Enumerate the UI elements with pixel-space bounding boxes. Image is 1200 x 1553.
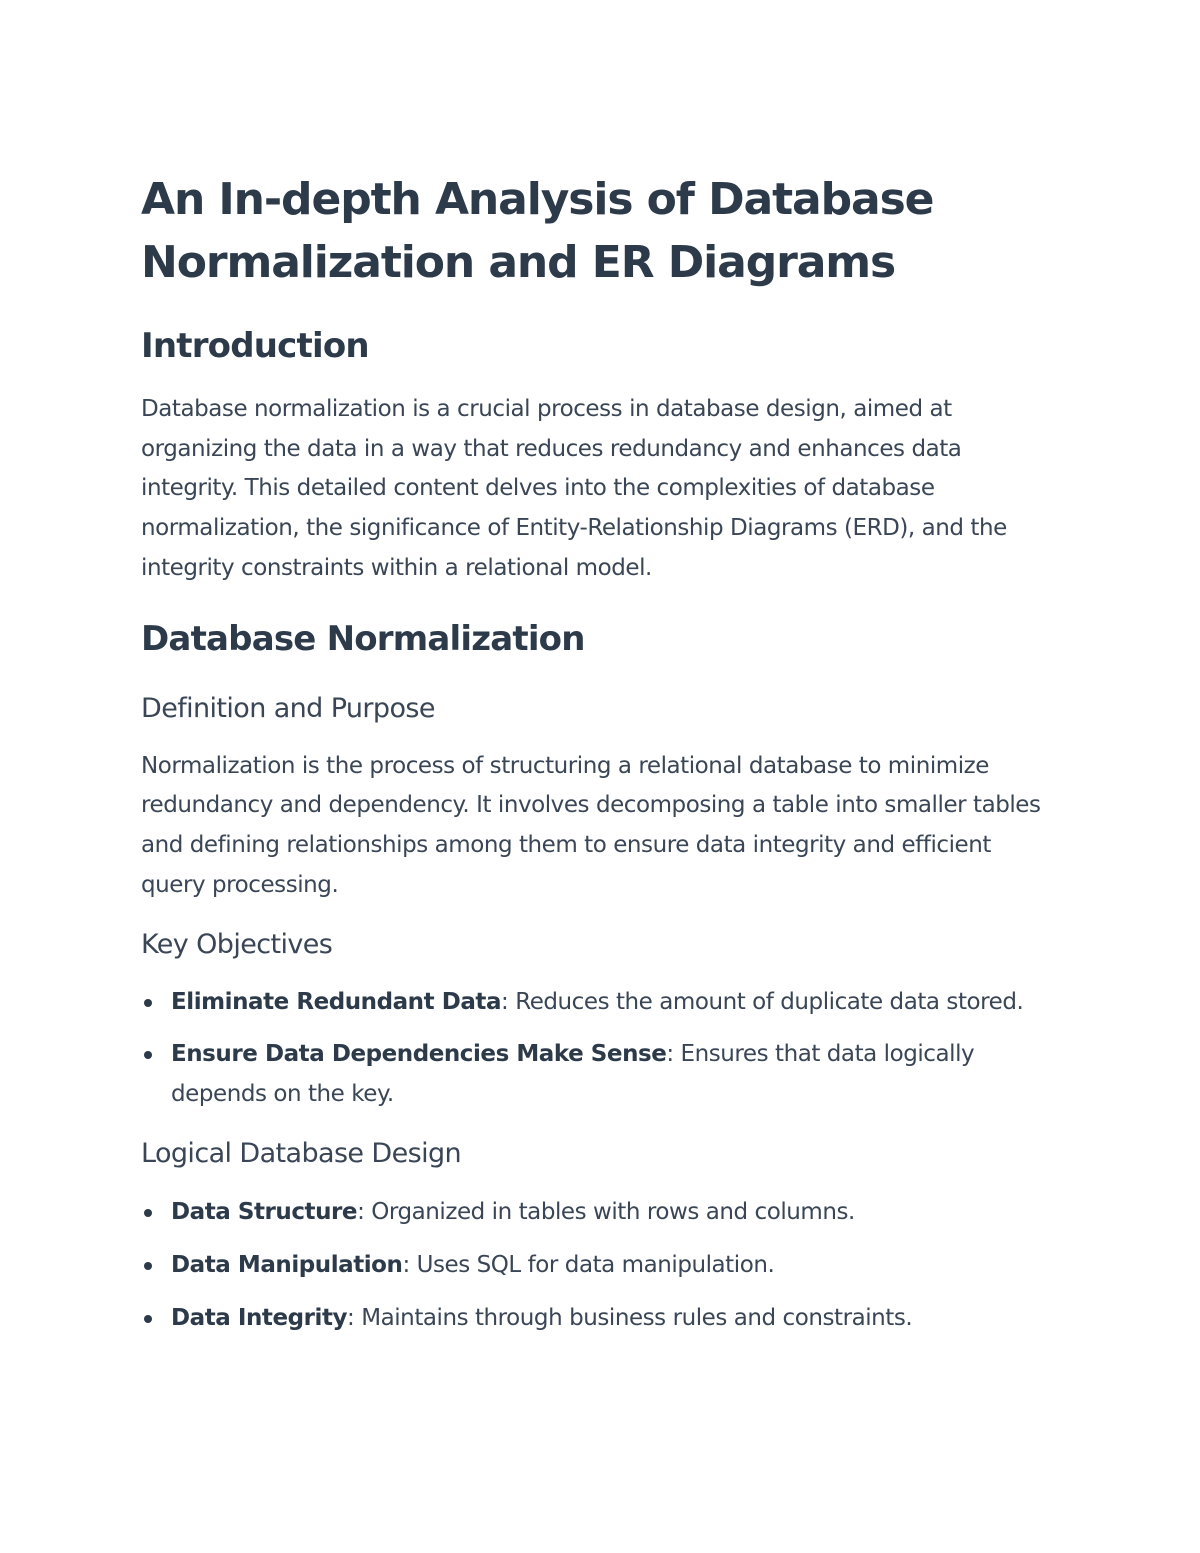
- bullet-text: : Reduces the amount of duplicate data stored.: [501, 989, 1024, 1016]
- bullet-term: Data Structure: [171, 1199, 358, 1226]
- bullet-term: Ensure Data Dependencies Make Sense: [171, 1041, 667, 1068]
- bullet-term: Data Manipulation: [171, 1252, 403, 1279]
- subheading-definition-and-purpose: Definition and Purpose: [141, 692, 435, 724]
- bullet-text: : Maintains through business rules and constraints.: [347, 1304, 913, 1331]
- bullet-text: : Uses SQL for data manipulation.: [402, 1252, 775, 1279]
- introduction-paragraph: Database normalization is a crucial process in database design, aimed at organizing the data in a way that reduces redundancy and enhances data integrity. This detailed content delves into the complexities of database normalization, the significance of Entity-Relationship Diagrams (ERD), and the integrity constraints within a relational model.: [141, 396, 1007, 581]
- bullet-text: : Ensures that data logically depends on the key.: [171, 1041, 975, 1107]
- list-item: [141, 1035, 1061, 1114]
- bullet-term: Eliminate Redundant Data: [171, 989, 502, 1016]
- key-objectives-list: [141, 983, 1061, 1114]
- document-title: An In-depth Analysis of Database Normalization and ER Diagrams: [141, 174, 934, 288]
- list-item: [141, 1246, 1061, 1286]
- definition-paragraph: Normalization is the process of structuring a relational database to minimize redundancy and dependency. It involves decomposing a table into smaller tables and defining relationships among them to ensure data integrity and efficient query processing.: [141, 752, 1041, 898]
- list-item: [141, 983, 1061, 1023]
- list-item: [141, 1299, 1061, 1339]
- bullet-term: Data Integrity: [171, 1304, 348, 1331]
- bullet-text: : Organized in tables with rows and columns.: [357, 1199, 855, 1226]
- logical-design-list: [141, 1193, 1061, 1338]
- section-heading-database-normalization: Database Normalization: [141, 618, 585, 659]
- document-page: [141, 168, 1061, 1339]
- subheading-key-objectives: Key Objectives: [141, 929, 333, 961]
- list-item: [141, 1193, 1061, 1233]
- section-heading-introduction: Introduction: [141, 326, 369, 366]
- subheading-logical-database-design: Logical Database Design: [141, 1138, 462, 1170]
